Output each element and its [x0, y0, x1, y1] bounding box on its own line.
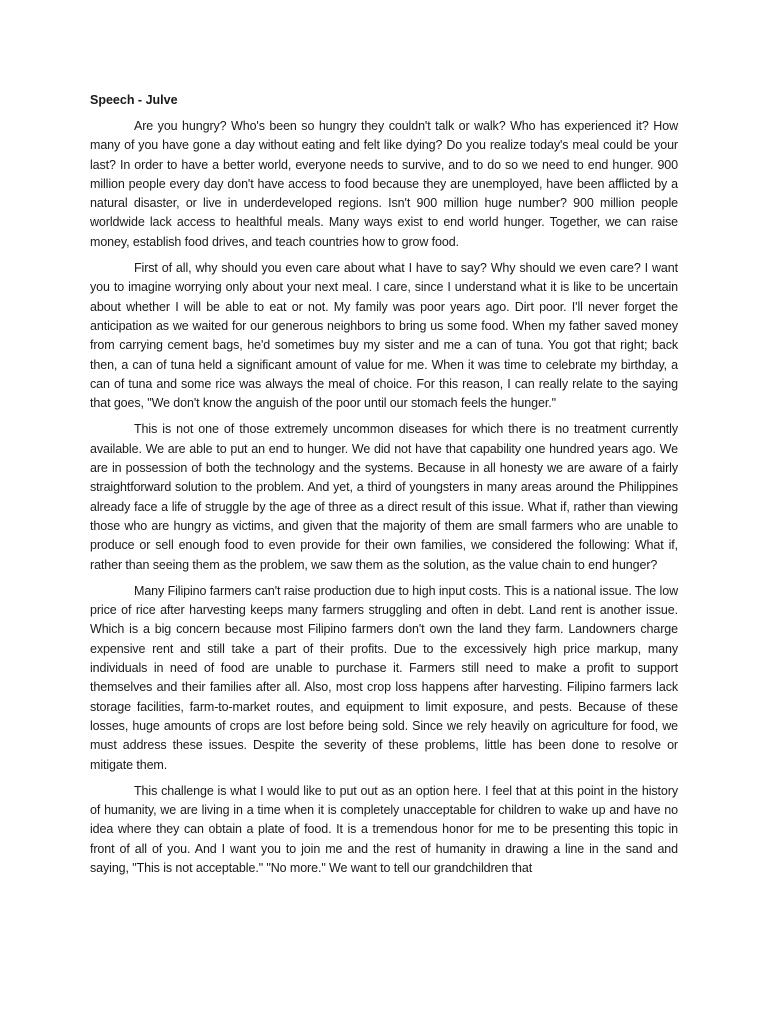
- document-page: [90, 91, 678, 885]
- paragraph-3: This is not one of those extremely uncommon diseases for which there is no treatment currently available. We are able to put an end to hunger. We did not have that capability one hundred years ago. We are in possession of both the technology and the systems. Because in all honesty we are aware of a fairly straightforward solution to the problem. And yet, a third of youngsters in many areas around the Philippines already face a life of struggle by the age of three as a direct result of this issue. What if, rather than viewing those who are hungry as victims, and given that the majority of them are small farmers who are unable to produce or sell enough food to even provide for their own families, we considered the following: What if, rather than seeing them as the problem, we saw them as the solution, as the value chain to end hunger?: [90, 422, 678, 572]
- paragraph-5: This challenge is what I would like to put out as an option here. I feel that at this point in the history of humanity, we are living in a time when it is completely unacceptable for children to wake up and have no idea where they can obtain a plate of food. It is a tremendous honor for me to be presenting this topic in front of all of you. And I want you to join me and the rest of humanity in drawing a line in the sand and saying, "This is not acceptable." "No more." We want to tell our grandchildren that: [90, 783, 678, 875]
- paragraph-4: Many Filipino farmers can't raise production due to high input costs. This is a national issue. The low price of rice after harvesting keeps many farmers struggling and often in debt. Land rent is another issue. Which is a big concern because most Filipino farmers don't own the land they farm. Landowners charge expensive rent and still take a part of their profits. Due to the excessively high price markup, many individuals in need of food are unable to purchase it. Farmers still need to make a profit to support themselves and their families after all. Also, most crop loss happens after harvesting. Filipino farmers lack storage facilities, farm-to-market routes, and equipment to limit exposure, and pests. Because of these losses, huge amounts of crops are lost before being sold. Since we rely heavily on agriculture for food, we must address these issues. Despite the severity of these problems, little has been done to resolve or mitigate them.: [90, 583, 678, 772]
- paragraph-1: Are you hungry? Who's been so hungry they couldn't talk or walk? Who has experienced it? How many of you have gone a day without eating and felt like dying? Do you realize today's meal could be your last? In order to have a better world, everyone needs to survive, and to do so we need to end hunger. 900 million people every day don't have access to food because they are unemployed, have been afflicted by a natural disaster, or live in underdeveloped regions. Isn't 900 million huge number? 900 million people worldwide lack access to healthful meals. Many ways exist to end world hunger. Together, we can raise money, establish food drives, and teach countries how to grow food.: [90, 119, 678, 249]
- paragraph-2: First of all, why should you even care about what I have to say? Why should we even care? I want you to imagine worrying only about your next meal. I care, since I understand what it is like to be uncertain about whether I will be able to eat or not. My family was poor years ago. Dirt poor. I'll never forget the anticipation as we waited for our generous neighbors to bring us some food. When my father saved money from carrying cement bags, he'd sometimes buy my sister and me a can of tuna. You got that right; back then, a can of tuna held a significant amount of value for me. When it was time to celebrate my birthday, a can of tuna and some rice was always the meal of choice. For this reason, I can really relate to the saying that goes, "We don't know the anguish of the poor until our stomach feels the hunger.": [90, 261, 678, 411]
- document-title: Speech - Julve: [90, 93, 178, 107]
